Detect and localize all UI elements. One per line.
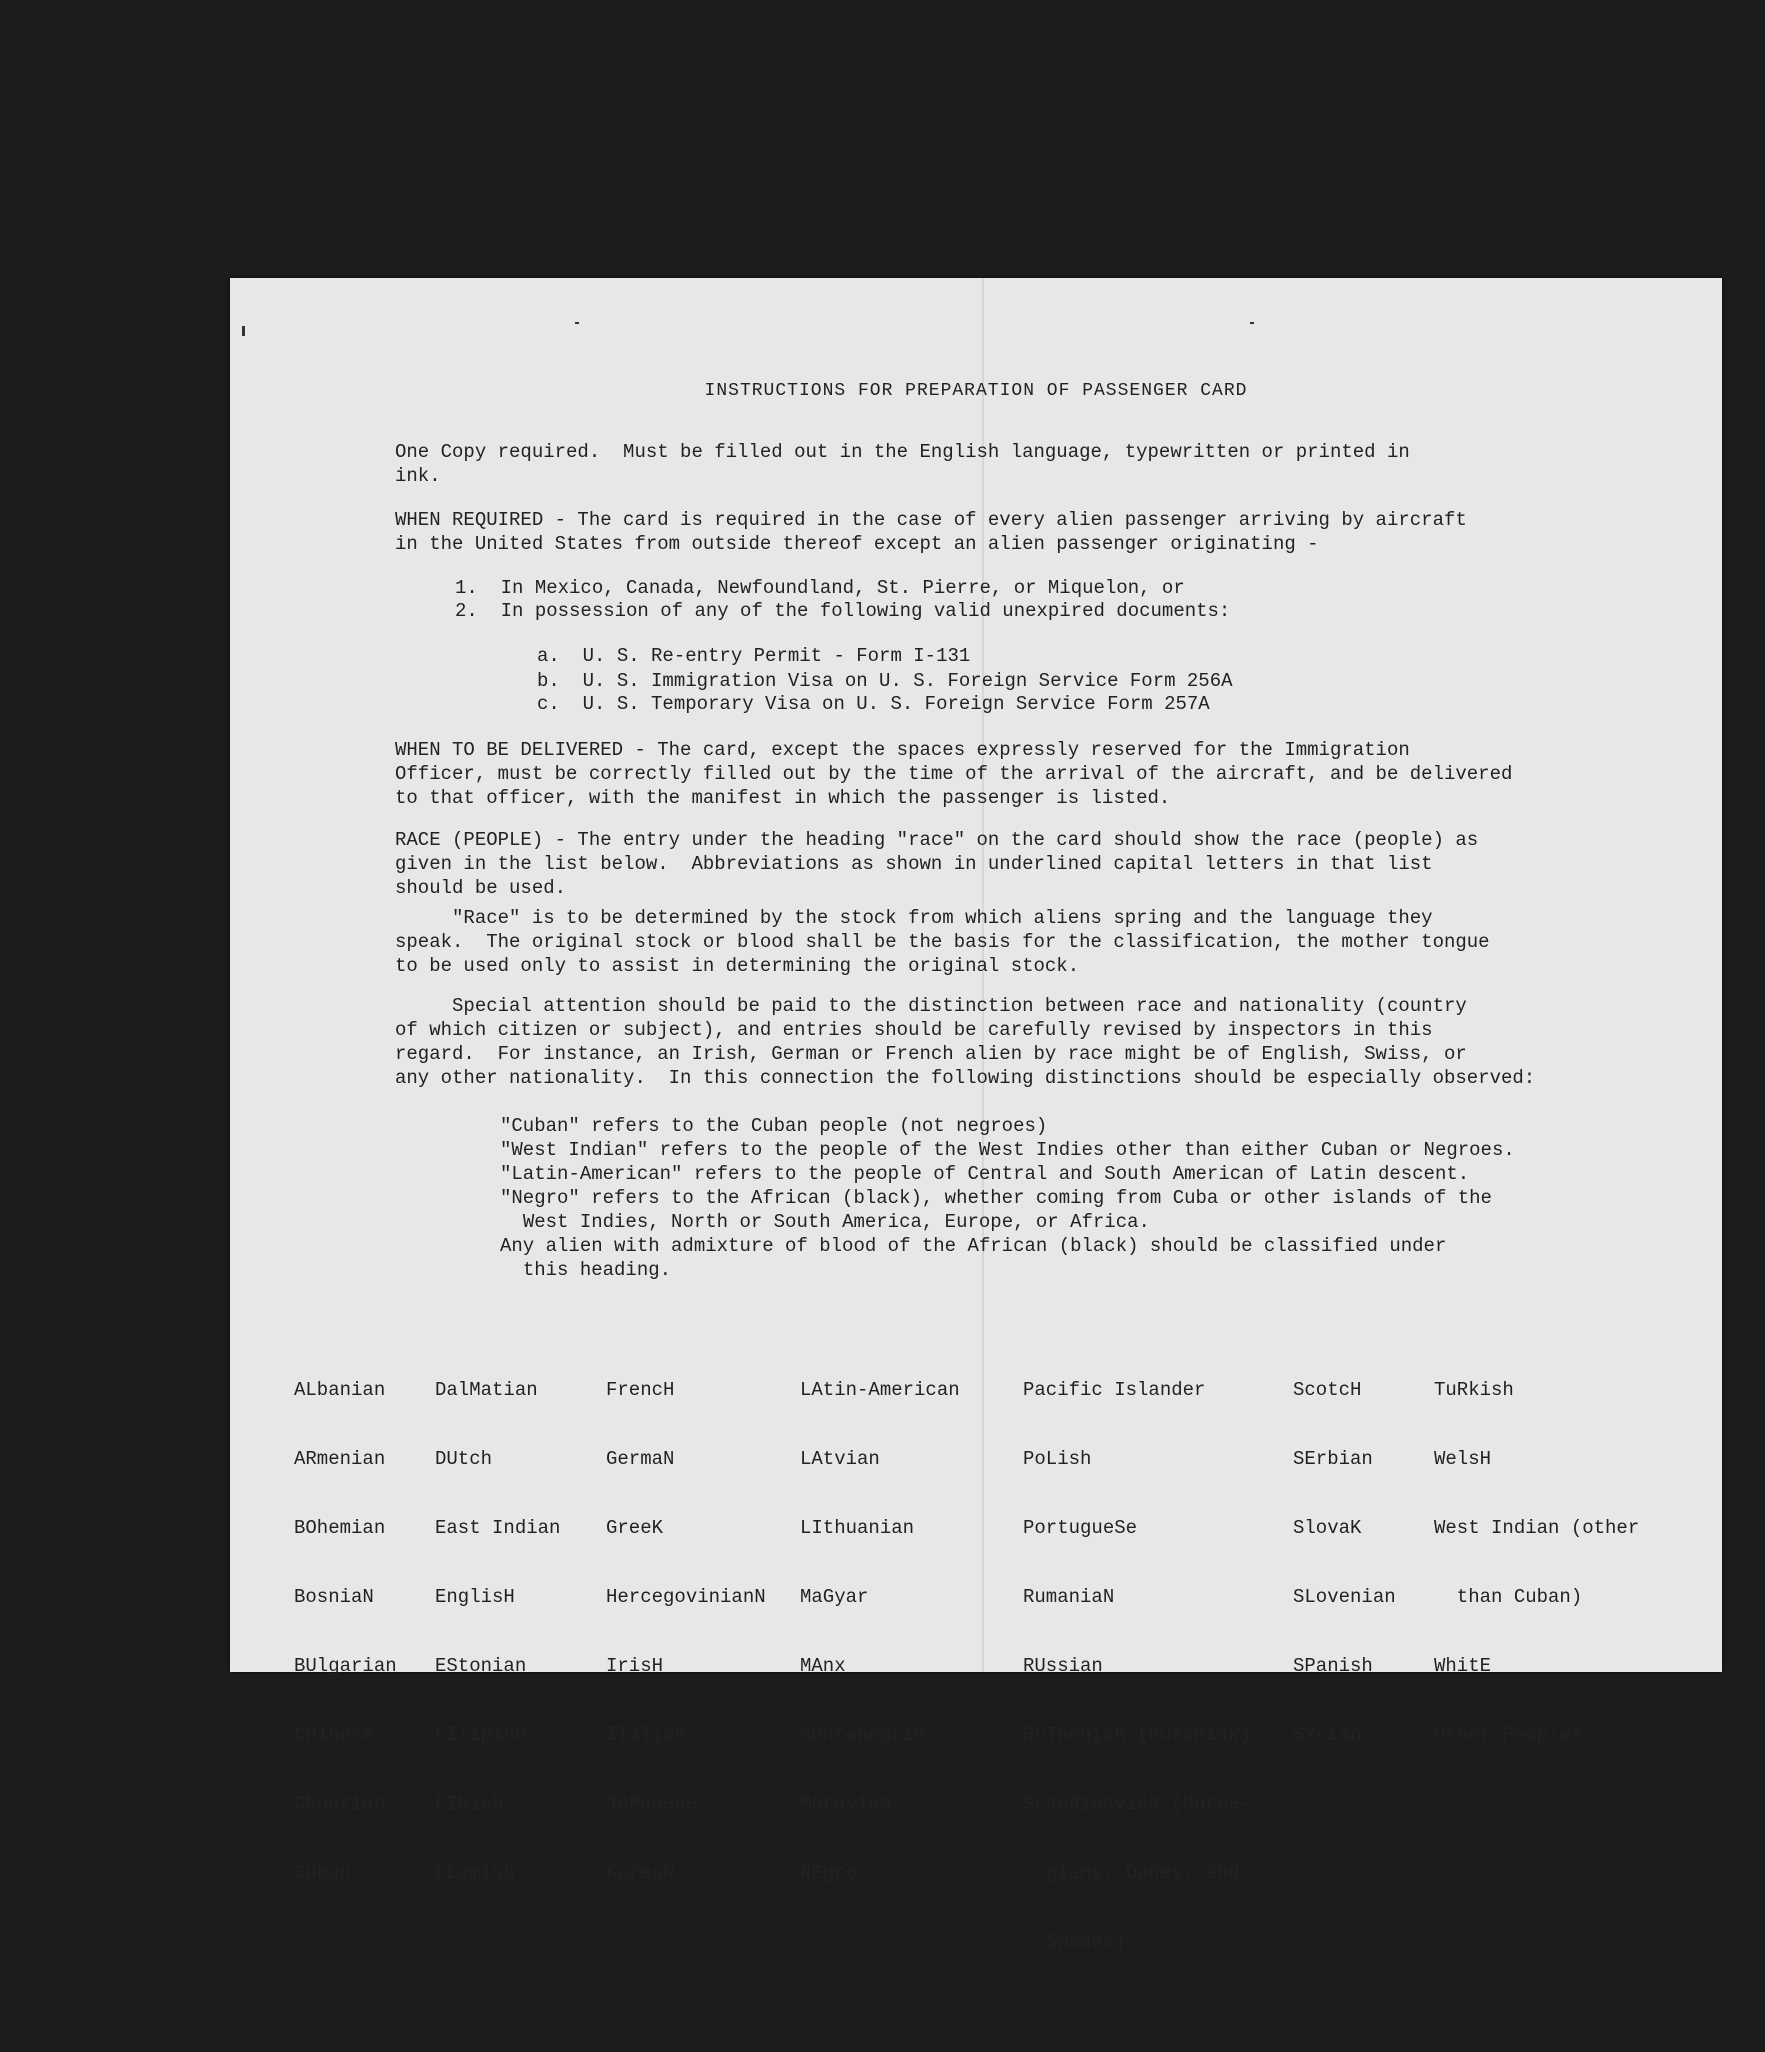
race-item: RuThenian (Russniak) [1023,1724,1252,1746]
race-item: SYrian [1293,1724,1362,1746]
race-column-7 [1434,1333,1639,1793]
race-column-1 [294,1333,397,1931]
race-item: WelsH [1434,1448,1492,1470]
race-item: Other Peoples [1434,1724,1583,1746]
race-item: EnglisH [435,1586,515,1608]
document-b: b. U. S. Immigration Visa on U. S. Foreign Service Form 256A [537,670,1233,692]
race-item: Pacific Islander [1023,1379,1206,1401]
scan-speck [575,322,579,324]
paragraph-when-delivered: WHEN TO BE DELIVERED - The card, except the spaces expressly reserved for the Immigration Officer, must be correctly filled out by the time of the arrival of the aircraft, and be delivered to that officer, with the manifest in which the passenger is listed. [395,739,1513,809]
race-item: ScotcH [1293,1379,1362,1401]
race-item: FIlipino [435,1724,527,1746]
scan-speck [242,326,245,336]
race-item: CUban [294,1862,352,1884]
list-item-2: 2. In possession of any of the following valid unexpired documents: [455,600,1231,622]
race-item: KoreaN [606,1862,675,1884]
race-item: FrencH [606,1379,675,1401]
race-item: LIthuanian [800,1517,915,1539]
race-item: LAtin-American [800,1379,960,1401]
race-item: BOhemian [294,1517,386,1539]
race-item: ScandinaviaN (Norwe- [1023,1793,1252,1815]
race-item: West Indian (other [1434,1517,1640,1539]
race-item: LAtvian [800,1448,880,1470]
race-item: DalMatian [435,1379,538,1401]
race-item: PoLish [1023,1448,1092,1470]
race-item: BUlgarian [294,1655,397,1677]
race-item: DUtch [435,1448,493,1470]
paragraph-when-required: WHEN REQUIRED - The card is required in the case of every alien passenger arriving by aircraft in the United States from outside thereof except an alien passenger originating - [395,509,1467,555]
race-item: East Indian [435,1517,561,1539]
race-item: SPanish [1293,1655,1373,1677]
race-item: SlovaK [1293,1517,1362,1539]
race-item: WhitE [1434,1655,1492,1677]
race-column-3 [606,1333,766,1931]
race-item: than Cuban) [1434,1586,1583,1608]
race-column-6 [1293,1333,1396,1793]
race-item: SErbian [1293,1448,1373,1470]
race-item: HercegovinianN [606,1586,766,1608]
race-item: MAnx [800,1655,846,1677]
race-column-4 [800,1333,960,1931]
race-item: CRoatian [294,1793,386,1815]
race-column-5 [1023,1333,1251,2000]
race-item: Swedes) [1023,1931,1126,1953]
race-item: ARmenian [294,1448,386,1470]
paragraph-copy: One Copy required. Must be filled out in the English language, typewritten or printed in ink. [395,441,1410,487]
race-item: gians, Danes, and [1023,1862,1240,1884]
paragraph-race: RACE (PEOPLE) - The entry under the heading "race" on the card should show the race (people) as given in the list below. Abbreviations as shown in underlined capital letters in that list should be used. [395,829,1479,899]
race-item: TuRkish [1434,1379,1514,1401]
race-item: BosniaN [294,1586,374,1608]
race-item: RUssian [1023,1655,1103,1677]
race-item: GermaN [606,1448,675,1470]
race-item: FINish [435,1793,504,1815]
race-item: EStonian [435,1655,527,1677]
race-item: MOntenegrin [800,1724,926,1746]
race-item: NEgro [800,1862,858,1884]
document-title: INSTRUCTIONS FOR PREPARATION OF PASSENGER CARD [704,381,1248,401]
list-item-1: 1. In Mexico, Canada, Newfoundland, St. Pierre, or Miquelon, or [455,577,1185,599]
scan-speck [1250,322,1254,324]
race-item: SLovenian [1293,1586,1396,1608]
document-page [230,278,1722,1953]
paragraph-special-attention: Special attention should be paid to the distinction between race and nationality (country of which citizen or subject), and entries should be carefully revised by inspectors in this regard. For instance, an Irish, German or French alien by race might be of English, Swiss, or any other nationality. In this connection the following distinctions should be especially observed: [395,995,1536,1089]
race-item: IrisH [606,1655,664,1677]
race-item: CHinese [294,1724,374,1746]
paragraph-race-determination: "Race" is to be determined by the stock from which aliens spring and the language they speak. The original stock or blood shall be the basis for the classification, the mother tongue to be used only to assist in determining the original stock. [395,907,1490,977]
race-item: ALbanian [294,1379,386,1401]
document-c: c. U. S. Temporary Visa on U. S. Foreign Service Form 257A [537,693,1210,715]
race-item: PortugueSe [1023,1517,1138,1539]
race-column-2 [435,1333,560,1931]
document-a: a. U. S. Re-entry Permit - Form I-131 [537,645,971,667]
race-item: GreeK [606,1517,664,1539]
race-item: MaGyar [800,1586,869,1608]
race-item: JaPanese [606,1793,698,1815]
definitions-list: "Cuban" refers to the Cuban people (not negroes) "West Indian" refers to the people of the West Indies other than either Cuban or Negroes. "Latin-American" refers to the people of Central and South American of Latin descent. "Negro" refers to the African (black), whether coming from Cuba or other islands of the West Indies, North or South America, Europe, or Africa. Any alien with admixture of blood of the African (black) should be classified under this heading. [500,1115,1515,1281]
race-item: ITalian [606,1724,686,1746]
race-item: FLemish [435,1862,515,1884]
race-item: RumaniaN [1023,1586,1115,1608]
race-item: MoraviaN [800,1793,892,1815]
